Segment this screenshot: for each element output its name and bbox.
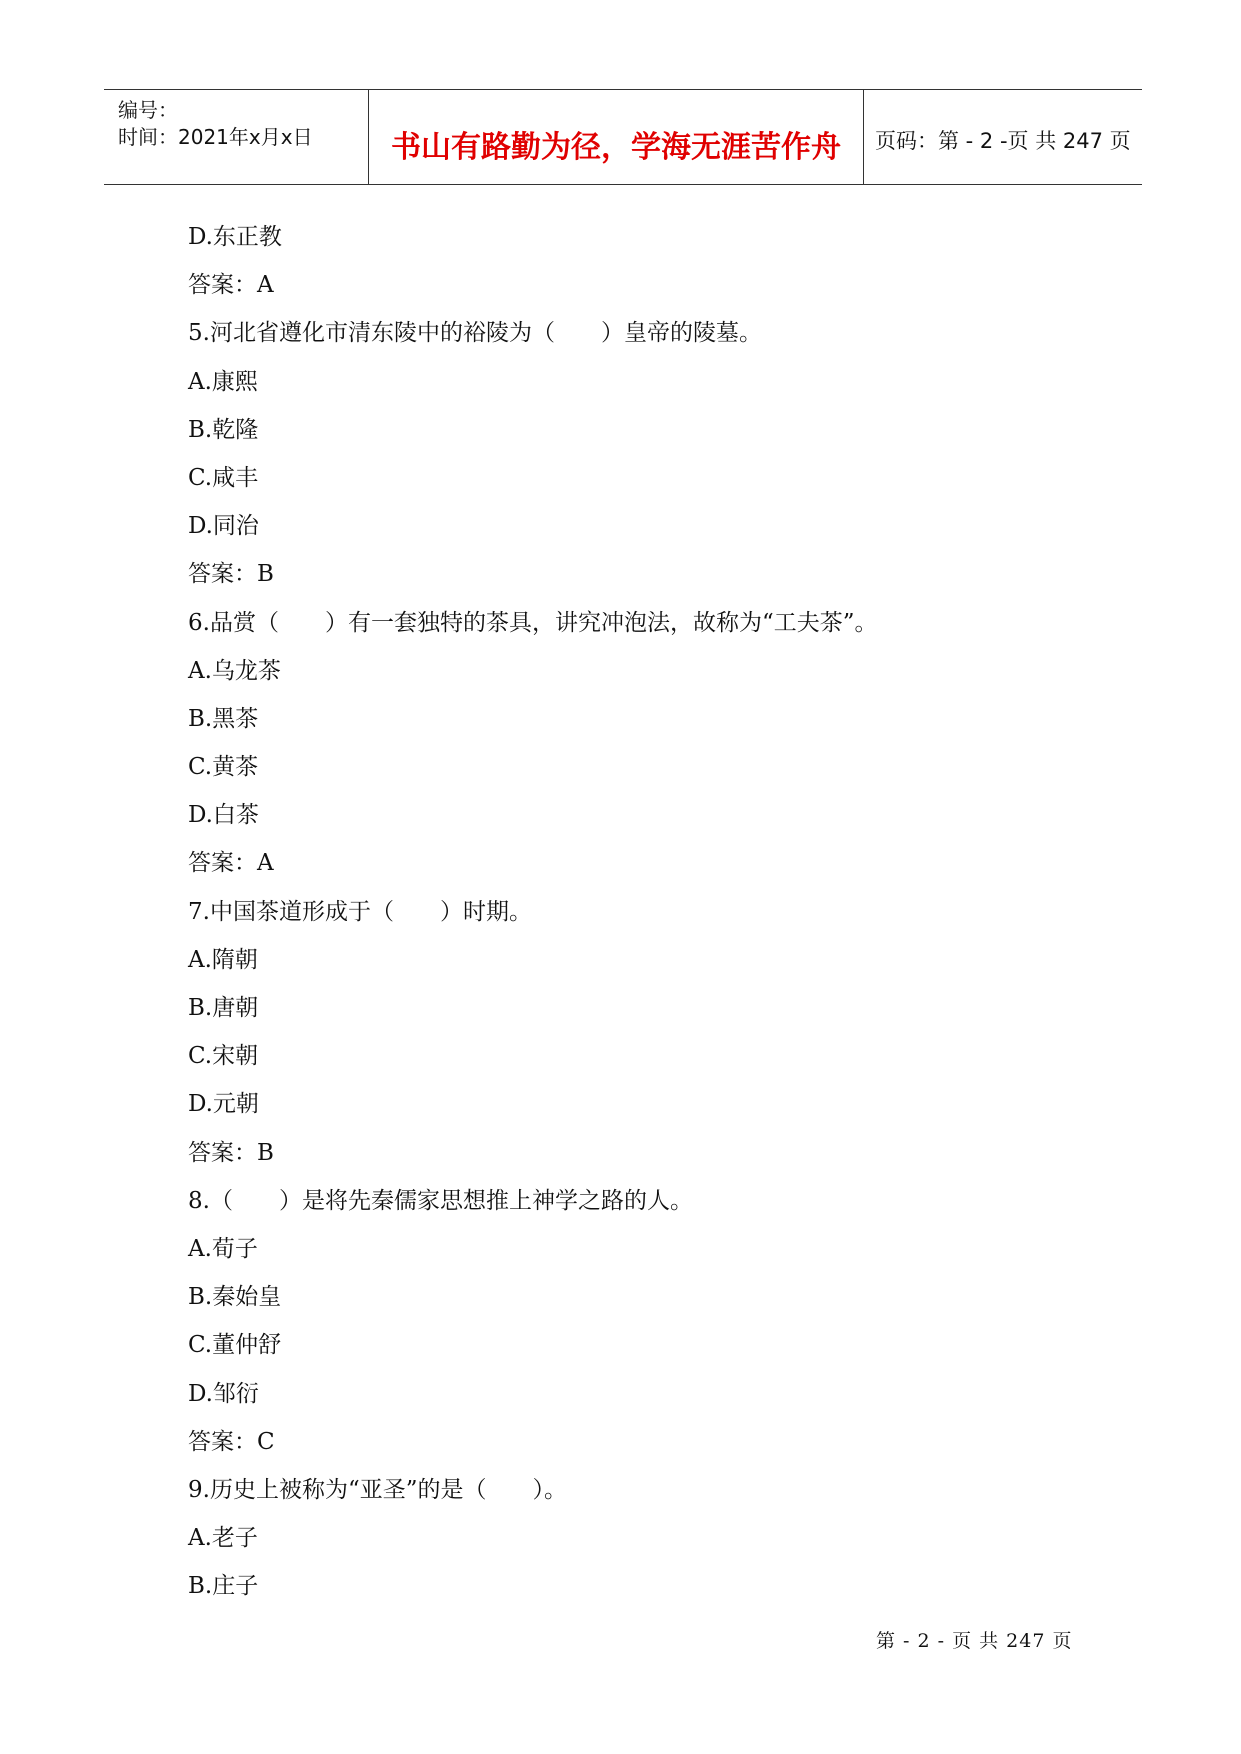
text-line: B.秦始皇: [188, 1284, 282, 1311]
text-line: B.乾隆: [188, 416, 259, 443]
time-label: 时间：2021年x月x日: [118, 125, 313, 149]
header-page-cell: [863, 90, 1142, 184]
text-line: D.邹衍: [188, 1380, 259, 1407]
text-line: B.黑茶: [188, 705, 259, 732]
motto: 书山有路勤为径，学海无涯苦作舟: [391, 130, 841, 165]
question-content: [188, 213, 1088, 1610]
text-line: C.董仲舒: [188, 1332, 282, 1359]
text-line: 答案：B: [188, 561, 274, 588]
text-line: 答案：C: [188, 1428, 275, 1455]
text-line: 答案：A: [188, 272, 274, 299]
number-label: 编号：: [118, 98, 178, 122]
text-line: C.咸丰: [188, 464, 259, 491]
text-line: D.白茶: [188, 802, 259, 829]
text-line: 答案：B: [188, 1139, 274, 1166]
text-line: 7.中国茶道形成于（ ）时期。: [188, 898, 532, 925]
text-line: A.荀子: [188, 1235, 258, 1262]
text-line: B.庄子: [188, 1573, 259, 1600]
page-footer: 第 - 2 - 页 共 247 页: [876, 1630, 1073, 1652]
text-line: C.黄茶: [188, 754, 259, 781]
header-motto-cell: [368, 90, 864, 184]
text-line: A.老子: [188, 1525, 258, 1552]
text-line: D.同治: [188, 513, 259, 540]
page-code: 页码：第 - 2 -页 共 247 页: [875, 129, 1131, 153]
text-line: 5.河北省遵化市清东陵中的裕陵为（ ）皇帝的陵墓。: [188, 320, 762, 347]
text-line: 9.历史上被称为“亚圣”的是（ ）。: [188, 1476, 567, 1503]
header-info-cell: [104, 90, 368, 184]
text-line: 8.（ ）是将先秦儒家思想推上神学之路的人。: [188, 1187, 693, 1214]
text-line: D.元朝: [188, 1091, 259, 1118]
text-line: C.宋朝: [188, 1043, 259, 1070]
text-line: 6.品赏（ ）有一套独特的茶具，讲究冲泡法，故称为“工夫茶”。: [188, 609, 878, 636]
text-line: D.东正教: [188, 224, 282, 250]
text-line: 答案：A: [188, 850, 274, 877]
page-header: [104, 89, 1142, 185]
text-line: A.康熙: [188, 368, 258, 395]
text-line: A.乌龙茶: [188, 657, 281, 684]
text-line: A.隋朝: [188, 946, 258, 973]
text-line: B.唐朝: [188, 995, 259, 1021]
